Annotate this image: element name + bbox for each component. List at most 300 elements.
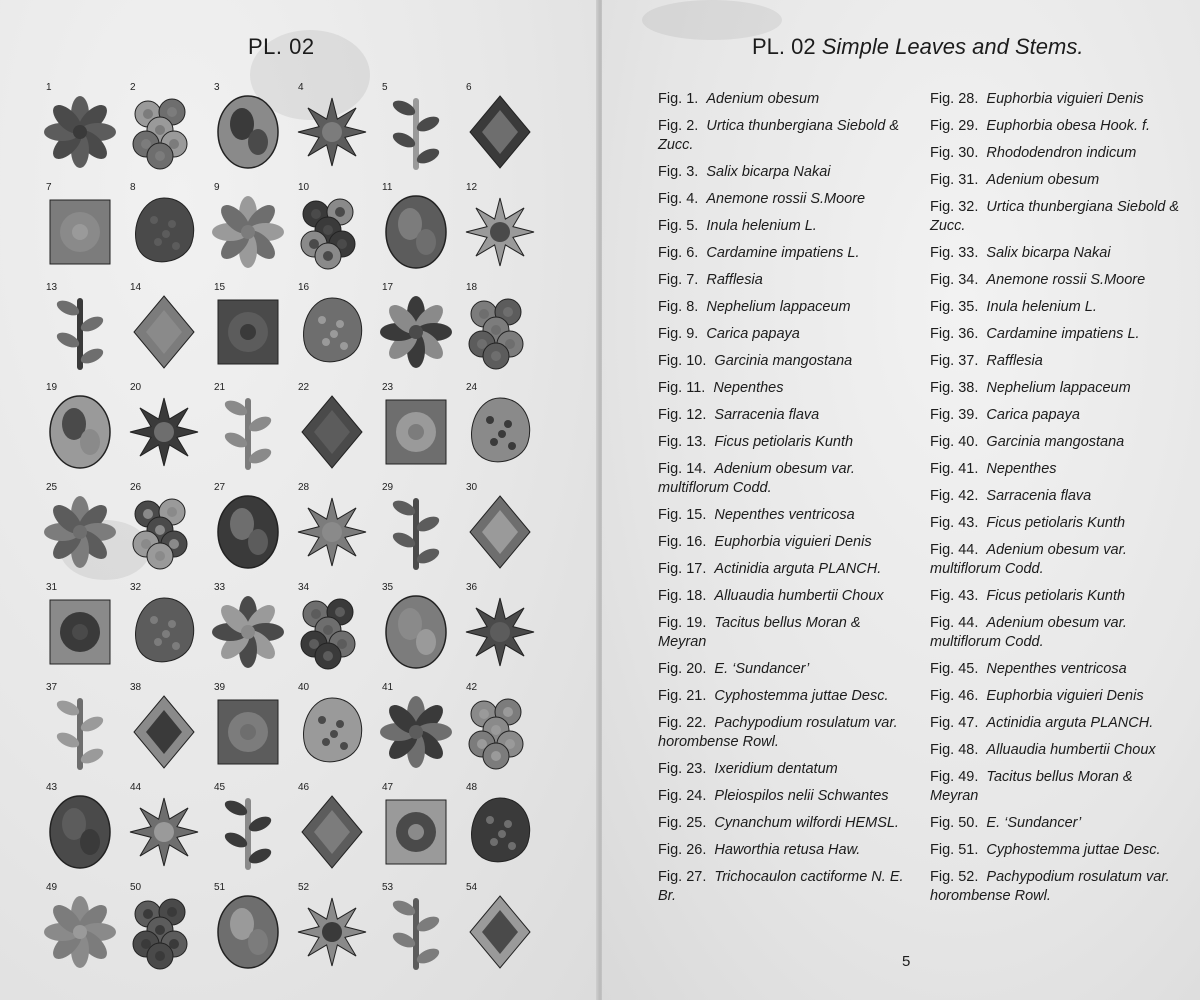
legend-fig-label: Fig. 19. — [658, 615, 707, 631]
plant-illustration — [128, 692, 200, 772]
legend-entry — [658, 117, 908, 155]
legend-species-name: Actinidia arguta PLANCH. — [714, 561, 882, 577]
plant-illustration — [296, 92, 368, 172]
figure-item — [460, 682, 544, 782]
figure-number: 40 — [298, 682, 310, 693]
legend-species-name: Anemone rossii S.Moore — [986, 272, 1146, 288]
legend-fig-label: Fig. 3. — [658, 164, 699, 180]
legend-entry — [658, 506, 908, 525]
legend-fig-label: Fig. 51. — [930, 842, 979, 858]
legend-entry — [658, 90, 908, 109]
figure-item — [292, 482, 376, 582]
legend-species-name: Urtica thunbergiana Siebold & Zucc. — [658, 118, 900, 153]
legend-species-name: Inula helenium L. — [706, 218, 817, 234]
plant-illustration — [380, 792, 452, 872]
figure-item — [292, 782, 376, 882]
legend-fig-label: Fig. 42. — [930, 488, 979, 504]
legend-fig-label: Fig. 13. — [658, 434, 707, 450]
figure-number: 17 — [382, 282, 394, 293]
legend-species-name: Cardamine impatiens L. — [706, 245, 860, 261]
figure-item — [208, 382, 292, 482]
plant-illustration — [464, 692, 536, 772]
figure-number: 11 — [382, 182, 393, 193]
plant-illustration — [212, 392, 284, 472]
figure-number: 6 — [466, 82, 472, 93]
figure-number: 26 — [130, 482, 142, 493]
legend-fig-label: Fig. 33. — [930, 245, 979, 261]
legend-entry — [930, 660, 1180, 679]
legend-fig-label: Fig. 27. — [658, 869, 707, 885]
plant-illustration — [212, 592, 284, 672]
plant-illustration — [128, 92, 200, 172]
plant-illustration — [128, 292, 200, 372]
figure-number: 16 — [298, 282, 310, 293]
plant-illustration — [296, 592, 368, 672]
figure-number: 38 — [130, 682, 142, 693]
legend-entry — [658, 325, 908, 344]
figure-number: 54 — [466, 882, 478, 893]
legend-species-name: E. ‘Sundancer’ — [986, 815, 1082, 831]
legend-species-name: Sarracenia flava — [986, 488, 1092, 504]
legend-entry — [930, 379, 1180, 398]
legend-fig-label: Fig. 25. — [658, 815, 707, 831]
legend-fig-label: Fig. 2. — [658, 118, 699, 134]
figure-number: 8 — [130, 182, 136, 193]
plant-illustration — [464, 592, 536, 672]
figure-item — [292, 382, 376, 482]
legend-fig-label: Fig. 50. — [930, 815, 979, 831]
legend-entry — [930, 487, 1180, 506]
legend-entry — [930, 841, 1180, 860]
figure-item — [376, 482, 460, 582]
plant-illustration — [464, 392, 536, 472]
figure-item — [124, 682, 208, 782]
figure-number: 27 — [214, 482, 226, 493]
figure-item — [376, 82, 460, 182]
plant-illustration — [212, 192, 284, 272]
figure-item — [124, 582, 208, 682]
legend-fig-label: Fig. 7. — [658, 272, 699, 288]
figure-number: 5 — [382, 82, 388, 93]
figure-item — [40, 182, 124, 282]
figure-number: 45 — [214, 782, 226, 793]
plant-illustration — [44, 192, 116, 272]
figure-item — [376, 782, 460, 882]
figure-number: 33 — [214, 582, 226, 593]
legend-species-name: Ficus petiolaris Kunth — [986, 515, 1126, 531]
plant-illustration — [296, 192, 368, 272]
legend-entry — [658, 560, 908, 579]
figure-item — [292, 282, 376, 382]
figure-item — [460, 182, 544, 282]
plate-heading-main: PL. 02 — [752, 34, 816, 59]
plant-illustration — [44, 692, 116, 772]
figure-item — [40, 482, 124, 582]
plate-heading — [752, 34, 1083, 60]
figure-grid — [40, 82, 540, 982]
legend-entry — [930, 814, 1180, 833]
plant-illustration — [44, 492, 116, 572]
legend-fig-label: Fig. 6. — [658, 245, 699, 261]
figure-item — [40, 82, 124, 182]
legend-entry — [658, 760, 908, 779]
legend-species-name: Cyphostemma juttae Desc. — [986, 842, 1161, 858]
figure-number: 43 — [46, 782, 58, 793]
figure-item — [376, 382, 460, 482]
legend-species-name: Urtica thunbergiana Siebold & Zucc. — [930, 199, 1180, 234]
legend-entry — [658, 660, 908, 679]
legend-entry — [930, 325, 1180, 344]
legend-entry — [930, 714, 1180, 733]
legend-species-name: Anemone rossii S.Moore — [706, 191, 866, 207]
legend-species-name: Adenium obesum var. multiflorum Codd. — [930, 615, 1127, 650]
legend-entry — [658, 714, 908, 752]
plate-title: PL. 02 — [248, 34, 315, 59]
figure-number: 21 — [214, 382, 226, 393]
legend-entry — [930, 514, 1180, 533]
figure-item — [376, 682, 460, 782]
figure-item — [40, 682, 124, 782]
figure-item — [292, 582, 376, 682]
figure-number: 19 — [46, 382, 58, 393]
figure-number: 23 — [382, 382, 394, 393]
figure-number: 3 — [214, 82, 220, 93]
legend-entry — [658, 406, 908, 425]
figure-item — [208, 582, 292, 682]
legend-species-name: Rafflesia — [706, 272, 763, 288]
plant-illustration — [128, 192, 200, 272]
page-number: 5 — [902, 953, 911, 970]
plant-illustration — [380, 192, 452, 272]
legend-species-name: Alluaudia humbertii Choux — [714, 588, 884, 604]
legend-species-name: Garcinia mangostana — [986, 434, 1125, 450]
plate-heading-subtitle: Simple Leaves and Stems. — [821, 34, 1084, 59]
legend-species-name: Nephelium lappaceum — [986, 380, 1131, 396]
figure-item — [208, 882, 292, 982]
figure-item — [292, 682, 376, 782]
legend-fig-label: Fig. 24. — [658, 788, 707, 804]
figure-number: 52 — [298, 882, 310, 893]
legend-species-name: Euphorbia viguieri Denis — [986, 688, 1144, 704]
plant-illustration — [380, 592, 452, 672]
legend-entry — [658, 614, 908, 652]
plant-illustration — [464, 892, 536, 972]
legend-species-name: Pleiospilos nelii Schwantes — [714, 788, 889, 804]
plant-illustration — [296, 492, 368, 572]
figure-number: 41 — [382, 682, 394, 693]
figure-number: 48 — [466, 782, 478, 793]
figure-item — [460, 582, 544, 682]
legend-entry — [658, 217, 908, 236]
legend-fig-label: Fig. 11. — [658, 380, 706, 396]
plant-illustration — [212, 292, 284, 372]
legend-species-name: Rhododendron indicum — [986, 145, 1137, 161]
plant-illustration — [44, 92, 116, 172]
plant-illustration — [128, 492, 200, 572]
legend-species-name: Salix bicarpa Nakai — [986, 245, 1111, 261]
legend-entry — [930, 198, 1180, 236]
legend-entry — [658, 868, 908, 906]
legend-entry — [930, 741, 1180, 760]
legend-fig-label: Fig. 35. — [930, 299, 979, 315]
legend-entry — [930, 460, 1180, 479]
legend-entry — [658, 244, 908, 263]
legend-fig-label: Fig. 44. — [930, 542, 979, 558]
figure-item — [208, 82, 292, 182]
legend-entry — [930, 298, 1180, 317]
plant-illustration — [296, 292, 368, 372]
legend-entry — [930, 144, 1180, 163]
legend-species-name: Nepenthes — [713, 380, 784, 396]
legend-fig-label: Fig. 20. — [658, 661, 707, 677]
figure-item — [40, 882, 124, 982]
legend-species-name: Cyphostemma juttae Desc. — [714, 688, 889, 704]
legend-species-name: Carica papaya — [706, 326, 800, 342]
figure-item — [208, 782, 292, 882]
legend-fig-label: Fig. 36. — [930, 326, 979, 342]
legend-entry — [930, 868, 1180, 906]
legend-species-name: Adenium obesum — [706, 91, 820, 107]
figure-item — [124, 382, 208, 482]
figure-number: 2 — [130, 82, 136, 93]
plant-illustration — [44, 592, 116, 672]
figure-item — [376, 182, 460, 282]
legend-entry — [658, 814, 908, 833]
figure-item — [376, 582, 460, 682]
plant-illustration — [380, 492, 452, 572]
figure-number: 28 — [298, 482, 310, 493]
figure-item — [124, 182, 208, 282]
plant-illustration — [464, 792, 536, 872]
figure-number: 37 — [46, 682, 58, 693]
legend-entry — [930, 433, 1180, 452]
legend-entry — [930, 768, 1180, 806]
legend-species-name: Nepenthes ventricosa — [986, 661, 1127, 677]
figure-item — [208, 682, 292, 782]
legend-species-name: Euphorbia viguieri Denis — [714, 534, 872, 550]
figure-item — [460, 282, 544, 382]
legend-entry — [930, 587, 1180, 606]
legend-species-name: Actinidia arguta PLANCH. — [986, 715, 1154, 731]
legend-species-name: Ficus petiolaris Kunth — [986, 588, 1126, 604]
legend-species-name: Cardamine impatiens L. — [986, 326, 1140, 342]
plant-illustration — [44, 892, 116, 972]
figure-number: 47 — [382, 782, 394, 793]
figure-number: 35 — [382, 582, 394, 593]
legend-column-b — [930, 90, 1180, 914]
legend-fig-label: Fig. 4. — [658, 191, 699, 207]
legend-fig-label: Fig. 10. — [658, 353, 707, 369]
legend-fig-label: Fig. 52. — [930, 869, 979, 885]
figure-item — [40, 782, 124, 882]
figure-item — [376, 882, 460, 982]
figure-item — [124, 282, 208, 382]
figure-number: 18 — [466, 282, 478, 293]
figure-item — [460, 782, 544, 882]
legend-column-a — [658, 90, 908, 914]
legend-species-name: Ixeridium dentatum — [714, 761, 838, 777]
legend-entry — [658, 460, 908, 498]
figure-number: 51 — [214, 882, 226, 893]
legend-fig-label: Fig. 26. — [658, 842, 707, 858]
legend-species-name: Nepenthes — [986, 461, 1057, 477]
legend-fig-label: Fig. 37. — [930, 353, 979, 369]
figure-number: 30 — [466, 482, 478, 493]
figure-item — [460, 882, 544, 982]
figure-number: 29 — [382, 482, 394, 493]
legend-species-name: Pachypodium rosulatum var. horombense Rowl. — [930, 869, 1170, 904]
legend-entry — [658, 163, 908, 182]
legend-fig-label: Fig. 22. — [658, 715, 707, 731]
figure-item — [124, 882, 208, 982]
legend-species-name: Adenium obesum var. multiflorum Codd. — [930, 542, 1127, 577]
figure-item — [376, 282, 460, 382]
plant-illustration — [464, 492, 536, 572]
legend-species-name: Pachypodium rosulatum var. horombense Rowl. — [658, 715, 898, 750]
figure-number: 12 — [466, 182, 478, 193]
legend-entry — [658, 533, 908, 552]
legend-fig-label: Fig. 14. — [658, 461, 707, 477]
legend-entry — [930, 271, 1180, 290]
legend-species-name: Tacitus bellus Moran & Meyran — [930, 769, 1133, 804]
legend-fig-label: Fig. 48. — [930, 742, 979, 758]
legend-entry — [658, 298, 908, 317]
plant-illustration — [380, 292, 452, 372]
legend-fig-label: Fig. 31. — [930, 172, 979, 188]
legend-fig-label: Fig. 5. — [658, 218, 699, 234]
figure-number: 50 — [130, 882, 142, 893]
figure-item — [292, 82, 376, 182]
figure-number: 31 — [46, 582, 58, 593]
legend-fig-label: Fig. 17. — [658, 561, 707, 577]
legend-entry — [658, 433, 908, 452]
plant-illustration — [212, 792, 284, 872]
plant-illustration — [212, 492, 284, 572]
figure-item — [292, 182, 376, 282]
legend-species-name: Rafflesia — [986, 353, 1043, 369]
legend-species-name: Ficus petiolaris Kunth — [714, 434, 854, 450]
legend-species-name: Carica papaya — [986, 407, 1080, 423]
legend-species-name: Alluaudia humbertii Choux — [986, 742, 1156, 758]
plant-illustration — [380, 892, 452, 972]
figure-item — [124, 482, 208, 582]
legend-entry — [930, 614, 1180, 652]
legend-entry — [658, 787, 908, 806]
legend-species-name: Garcinia mangostana — [714, 353, 853, 369]
figure-item — [292, 882, 376, 982]
legend-fig-label: Fig. 39. — [930, 407, 979, 423]
legend-species-name: Salix bicarpa Nakai — [706, 164, 831, 180]
legend-fig-label: Fig. 18. — [658, 588, 707, 604]
legend-fig-label: Fig. 29. — [930, 118, 979, 134]
legend-species-name: Inula helenium L. — [986, 299, 1097, 315]
legend-fig-label: Fig. 47. — [930, 715, 979, 731]
legend-entry — [930, 406, 1180, 425]
legend-fig-label: Fig. 46. — [930, 688, 979, 704]
figure-number: 1 — [46, 82, 52, 93]
legend-species-name: Tacitus bellus Moran & Meyran — [658, 615, 861, 650]
legend-entry — [930, 352, 1180, 371]
legend-entry — [658, 190, 908, 209]
plant-illustration — [128, 792, 200, 872]
legend-species-name: Sarracenia flava — [714, 407, 820, 423]
figure-number: 36 — [466, 582, 478, 593]
legend-fig-label: Fig. 1. — [658, 91, 699, 107]
legend-fig-label: Fig. 43. — [930, 515, 979, 531]
legend-fig-label: Fig. 45. — [930, 661, 979, 677]
left-page — [0, 0, 598, 1000]
figure-number: 20 — [130, 382, 142, 393]
legend-fig-label: Fig. 28. — [930, 91, 979, 107]
legend-fig-label: Fig. 41. — [930, 461, 979, 477]
figure-number: 24 — [466, 382, 478, 393]
figure-number: 13 — [46, 282, 58, 293]
legend-entry — [930, 90, 1180, 109]
figure-number: 7 — [46, 182, 52, 193]
legend-entry — [930, 171, 1180, 190]
legend-entry — [930, 687, 1180, 706]
figure-number: 49 — [46, 882, 58, 893]
plant-illustration — [296, 792, 368, 872]
legend-fig-label: Fig. 30. — [930, 145, 979, 161]
legend-fig-label: Fig. 38. — [930, 380, 979, 396]
legend-species-name: Adenium obesum — [986, 172, 1100, 188]
figure-item — [208, 282, 292, 382]
legend-fig-label: Fig. 34. — [930, 272, 979, 288]
plant-illustration — [296, 892, 368, 972]
figure-number: 42 — [466, 682, 478, 693]
legend-entry — [658, 687, 908, 706]
figure-number: 4 — [298, 82, 304, 93]
plant-illustration — [128, 392, 200, 472]
legend-fig-label: Fig. 23. — [658, 761, 707, 777]
figure-number: 53 — [382, 882, 394, 893]
plant-illustration — [212, 92, 284, 172]
figure-item — [40, 382, 124, 482]
plant-illustration — [380, 92, 452, 172]
legend-fig-label: Fig. 21. — [658, 688, 707, 704]
legend-species-name: E. ‘Sundancer’ — [714, 661, 810, 677]
legend-fig-label: Fig. 44. — [930, 615, 979, 631]
legend-species-name: Nephelium lappaceum — [706, 299, 851, 315]
figure-number: 34 — [298, 582, 310, 593]
figure-number: 44 — [130, 782, 142, 793]
figure-item — [460, 382, 544, 482]
legend-entry — [658, 352, 908, 371]
legend-species-name: Nepenthes ventricosa — [714, 507, 855, 523]
plant-illustration — [44, 292, 116, 372]
legend-fig-label: Fig. 9. — [658, 326, 699, 342]
figure-number: 15 — [214, 282, 226, 293]
plant-illustration — [464, 192, 536, 272]
figure-item — [40, 582, 124, 682]
plant-illustration — [296, 392, 368, 472]
figure-number: 22 — [298, 382, 310, 393]
plant-illustration — [380, 692, 452, 772]
legend-fig-label: Fig. 49. — [930, 769, 979, 785]
legend-fig-label: Fig. 12. — [658, 407, 707, 423]
figure-number: 14 — [130, 282, 142, 293]
legend-fig-label: Fig. 43. — [930, 588, 979, 604]
plant-illustration — [380, 392, 452, 472]
plant-illustration — [464, 92, 536, 172]
right-page — [602, 0, 1200, 1000]
legend-entry — [930, 541, 1180, 579]
figure-number: 46 — [298, 782, 310, 793]
figure-item — [460, 482, 544, 582]
figure-item — [460, 82, 544, 182]
legend-entry — [930, 244, 1180, 263]
